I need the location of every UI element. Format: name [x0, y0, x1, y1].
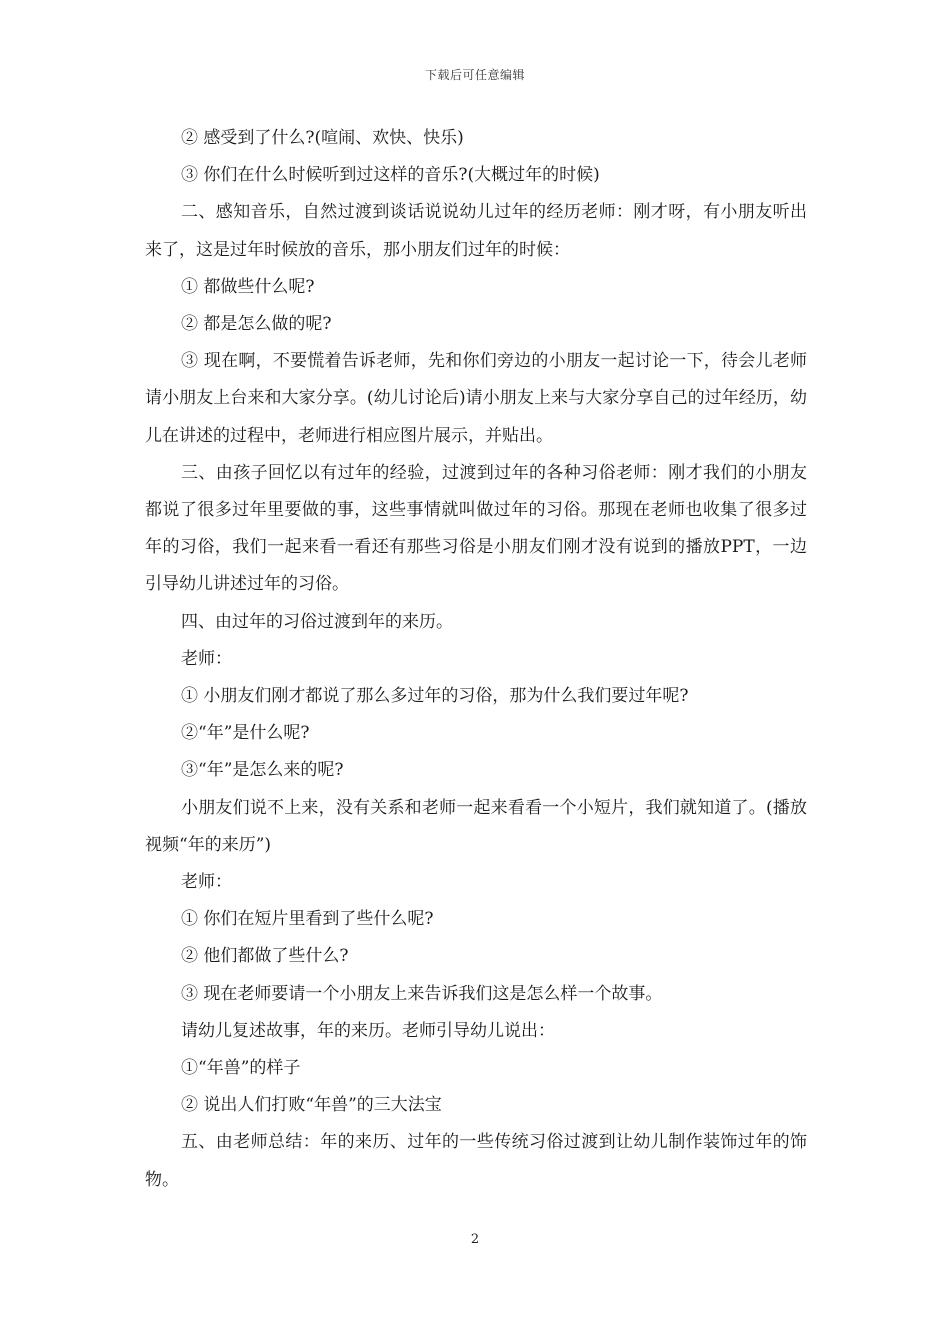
- body-paragraph: ②“年”是什么呢?: [181, 723, 310, 744]
- page-header: 下载后可任意编辑: [424, 68, 525, 82]
- section-paragraph: 四、由过年的习俗过渡到年的来历。: [181, 611, 453, 632]
- body-paragraph: ③ 你们在什么时候听到过这样的音乐?(大概过年的时候): [181, 165, 600, 186]
- body-paragraph: 老师：: [181, 648, 232, 669]
- body-paragraph: ①“年兽”的样子: [181, 1058, 301, 1079]
- body-paragraph: ① 小朋友们刚才都说了那么多过年的习俗，那为什么我们要过年呢?: [181, 686, 689, 707]
- body-paragraph: ② 说出人们打败“年兽”的三大法宝: [181, 1095, 442, 1116]
- body-paragraph: ③ 现在啊，不要慌着告诉老师，先和你们旁边的小朋友一起讨论一下，待会儿老师请小朋友上台来和大家分享。(幼儿讨论后)请小朋友上来与大家分享自己的过年经历，幼儿在讲述的过程中，老师进行相应图片展示，并贴出。: [145, 351, 807, 446]
- document-body: [145, 120, 807, 1199]
- body-paragraph: ③ 现在老师要请一个小朋友上来告诉我们这是怎么样一个故事。: [181, 983, 663, 1004]
- body-paragraph: ② 感受到了什么?(喧闹、欢快、快乐): [181, 128, 464, 148]
- body-paragraph: ② 都是怎么做的呢?: [181, 314, 332, 335]
- section-paragraph: 二、感知音乐，自然过渡到谈话说说幼儿过年的经历老师：刚才呀，有小朋友听出来了，这是过年时候放的音乐，那小朋友们过年的时候：: [145, 202, 807, 260]
- body-paragraph: 请幼儿复述故事，年的来历。老师引导幼儿说出：: [181, 1020, 555, 1041]
- body-paragraph: ③“年”是怎么来的呢?: [181, 760, 344, 781]
- page-number: 2: [470, 1232, 480, 1247]
- body-paragraph: 老师：: [181, 872, 232, 893]
- section-paragraph: 五、由老师总结：年的来历、过年的一些传统习俗过渡到让幼儿制作装饰过年的饰物。: [145, 1132, 807, 1190]
- body-paragraph: ① 你们在短片里看到了些什么呢?: [181, 909, 434, 930]
- body-paragraph: ① 都做些什么呢?: [181, 276, 315, 297]
- body-paragraph: ② 他们都做了些什么?: [181, 946, 349, 967]
- body-paragraph: 小朋友们说不上来，没有关系和老师一起来看看一个小短片，我们就知道了。(播放视频“年的来历”): [145, 797, 807, 855]
- section-paragraph: 三、由孩子回忆以有过年的经验，过渡到过年的各种习俗老师：刚才我们的小朋友都说了很多过年里要做的事，这些事情就叫做过年的习俗。那现在老师也收集了很多过年的习俗，我们一起来看一看还有那些习俗是小朋友们刚才没有说到的播放PPT，一边引导幼儿讲述过年的习俗。: [145, 462, 807, 595]
